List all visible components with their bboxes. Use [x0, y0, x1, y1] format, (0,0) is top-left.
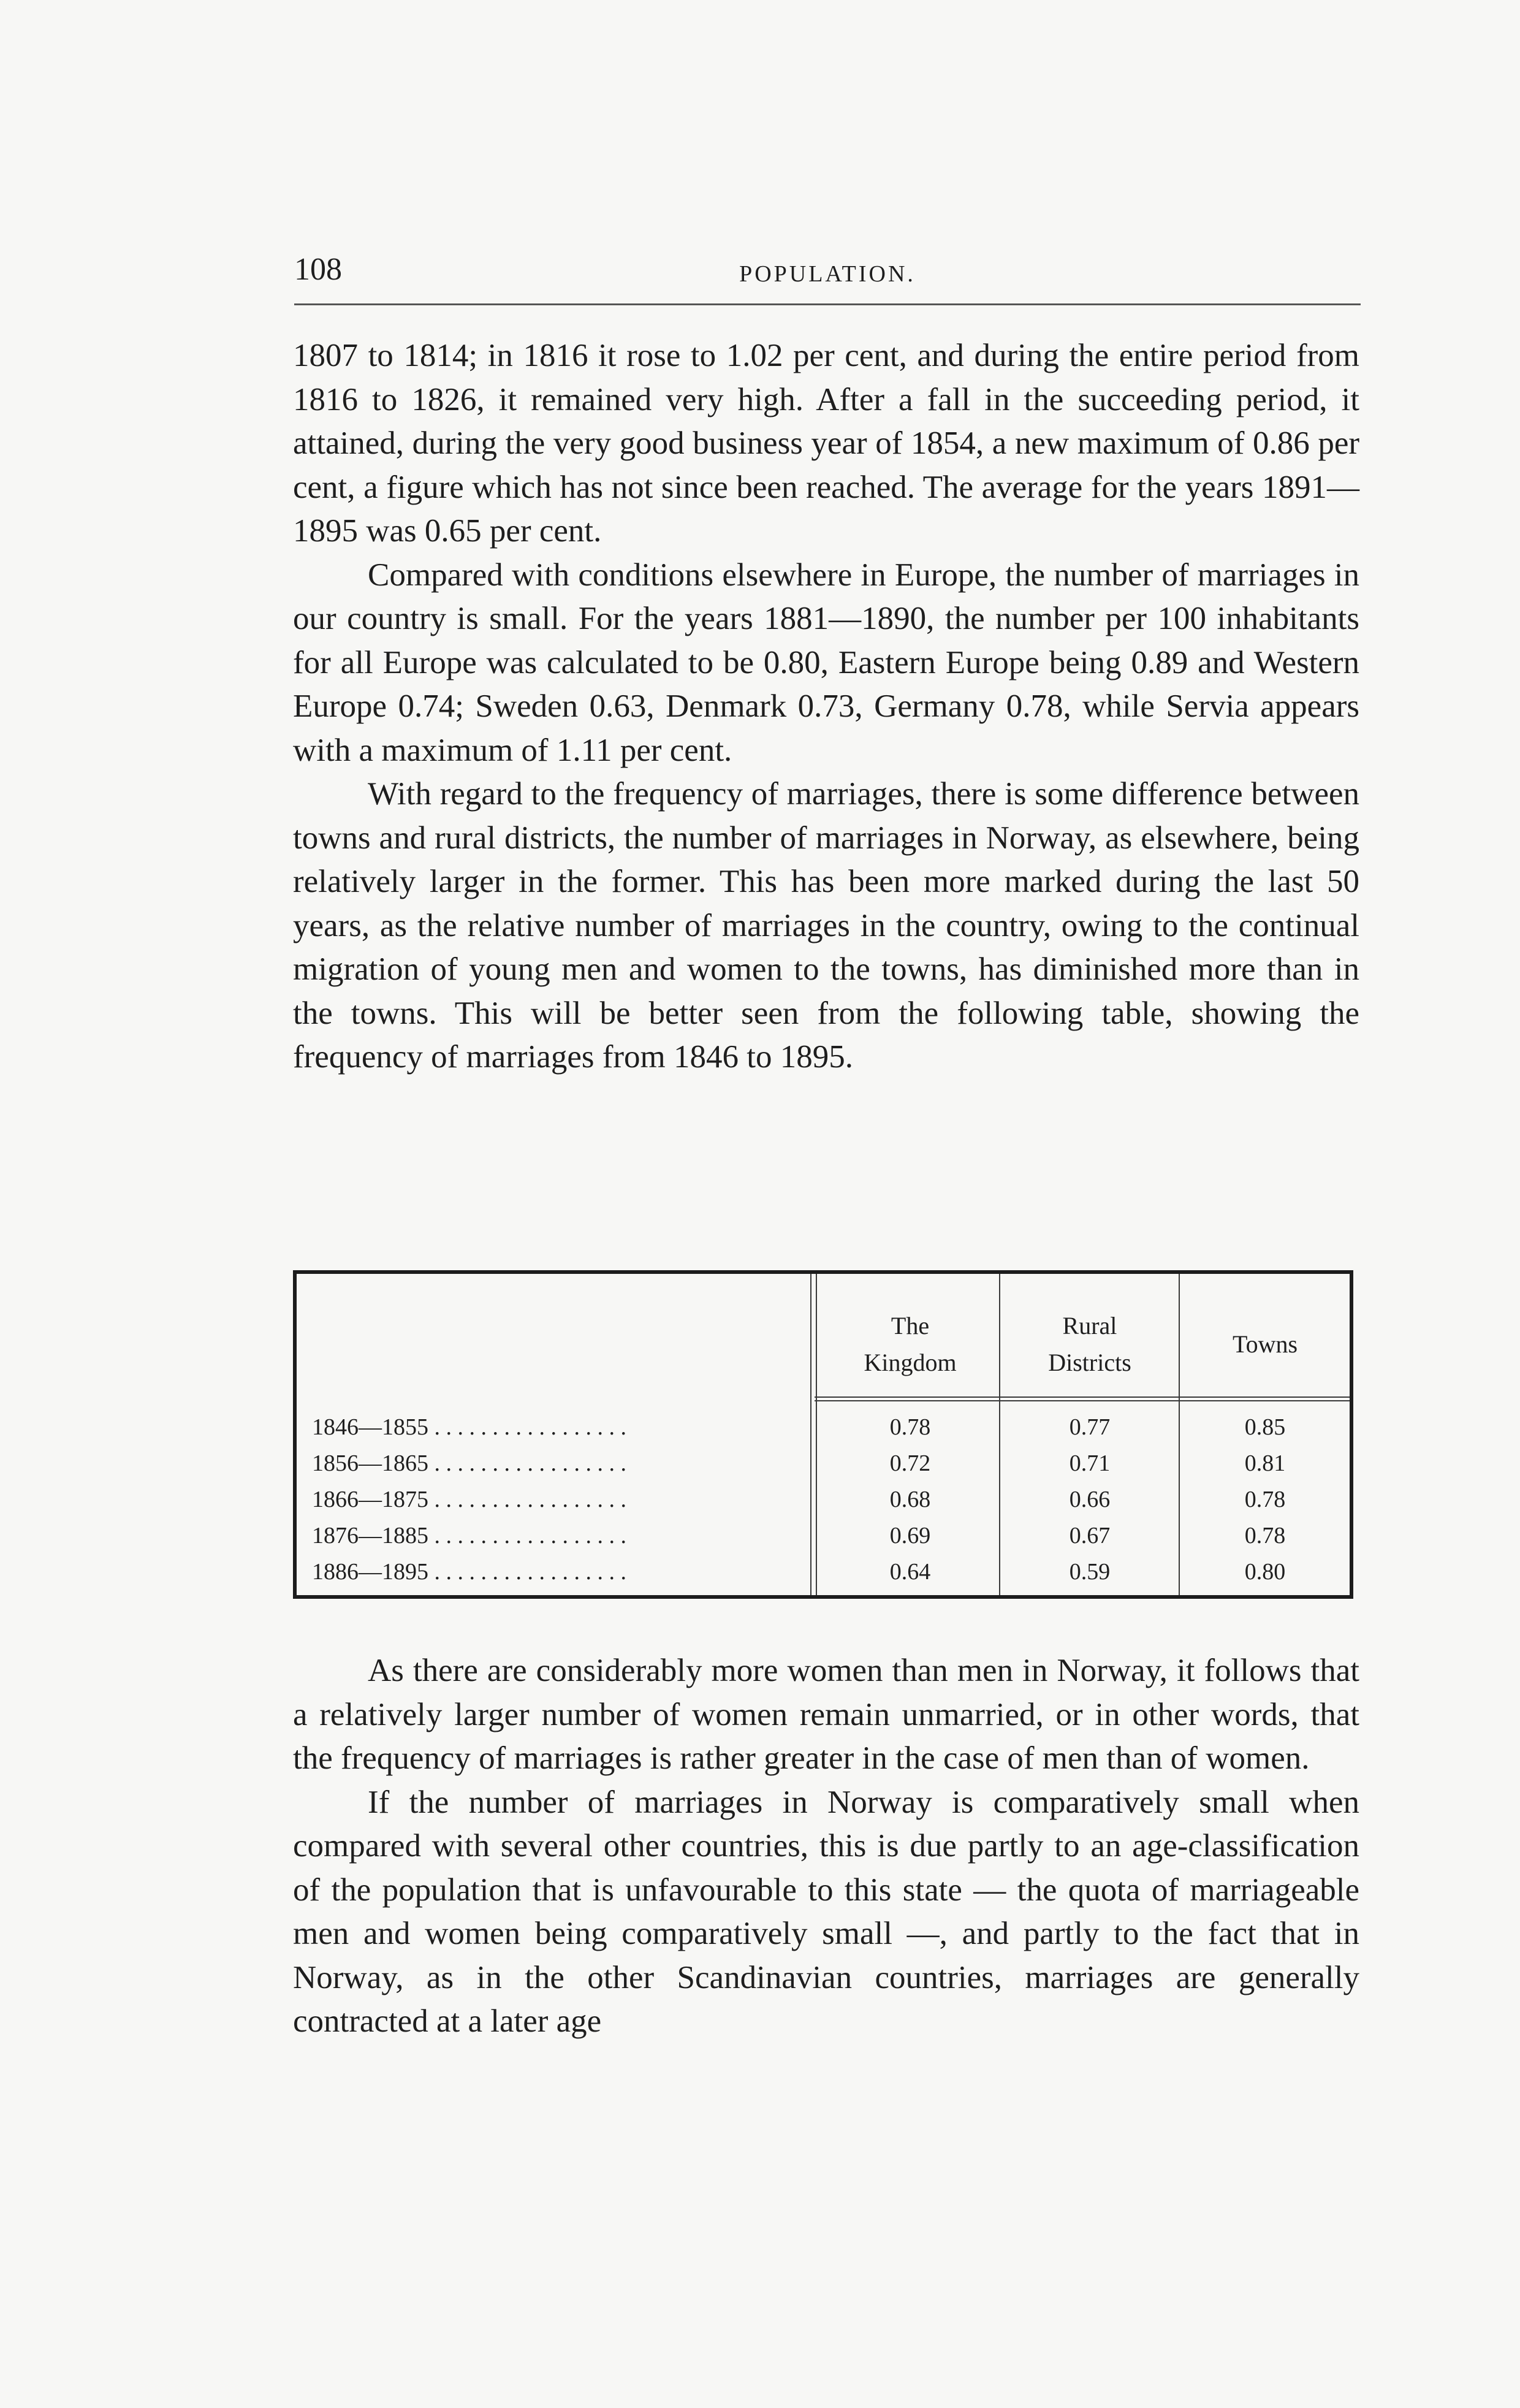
kingdom-value: 0.64 [889, 1559, 931, 1585]
paragraph-age-classification: If the number of marriages in Norway is comparatively small when compared with several other countries, this is due partly to an age-classification of the population that is unfavourable to this state — the quota of marriageable men and women being comparatively small —, and partly to the fact that in Norway, as in the other Scandinavian countries, marriages are generally contracted at a later age [293, 1784, 1359, 2039]
rural-value: 0.77 [1069, 1414, 1111, 1440]
header-kingdom: The Kingdom [864, 1312, 957, 1376]
towns-value: 0.78 [1244, 1523, 1286, 1549]
table-row [297, 1517, 1350, 1554]
paragraph-europe-comparison: Compared with conditions elsewhere in Europe, the number of marriages in our country is small. For the years 1881—1890, the number per 100 inhabitants for all Europe was calculated to be 0.80, Eastern Europe being 0.89 and Western Europe 0.74; Sweden 0.63, Denmark 0.73, Germany 0.78, while Servia appears with a maximum of 1.11 per cent. [293, 557, 1359, 768]
table-row [297, 1409, 1350, 1446]
header-rural-districts: Rural Districts [1048, 1312, 1131, 1376]
towns-value: 0.81 [1244, 1450, 1286, 1476]
period-label: 1856—1865 . . . . . . . . . . . . . . . . . [312, 1450, 626, 1476]
kingdom-value: 0.68 [889, 1487, 931, 1512]
running-head: POPULATION. [739, 261, 916, 287]
towns-value: 0.85 [1244, 1414, 1286, 1440]
paragraph-women-unmarried: As there are considerably more women than men in Norway, it follows that a relatively larger number of women remain unmarried, or in other words, that the frequency of marriages is rather greater in the case of men than of women. [293, 1653, 1359, 1776]
paragraph-continuation: 1807 to 1814; in 1816 it rose to 1.02 per cent, and during the entire period from 1816 to 1826, it remained very high. After a fall in the succeeding period, it attained, during the very good business year of 1854, a new maximum of 0.86 per cent, a figure which has not since been reached. The average for the years 1891—1895 was 0.65 per cent. [293, 338, 1359, 549]
paragraph-towns-rural: With regard to the frequency of marriages, there is some difference between towns and rural districts, the number of marriages in Norway, as elsewhere, being relatively larger in the former. This has been more marked during the last 50 years, as the relative number of marriages in the country, owing to the continual migration of young men and women to the towns, has diminished more than in the towns. This will be better seen from the following table, showing the frequency of marriages from 1846 to 1895. [293, 776, 1359, 1075]
rural-value: 0.59 [1069, 1559, 1111, 1585]
period-label: 1876—1885 . . . . . . . . . . . . . . . . . [312, 1523, 626, 1549]
period-label: 1886—1895 . . . . . . . . . . . . . . . . . [312, 1559, 626, 1585]
header-towns: Towns [1232, 1330, 1298, 1358]
page-number: 108 [294, 252, 342, 287]
kingdom-value: 0.78 [889, 1414, 931, 1440]
rural-value: 0.71 [1069, 1450, 1111, 1476]
page-header [294, 248, 1361, 305]
table-row [297, 1481, 1350, 1518]
body-text-top [293, 334, 1359, 1080]
table-row [297, 1445, 1350, 1482]
period-label: 1866—1875 . . . . . . . . . . . . . . . . . [312, 1487, 626, 1512]
table-row [297, 1553, 1350, 1590]
rural-value: 0.67 [1069, 1523, 1111, 1549]
towns-value: 0.78 [1244, 1487, 1286, 1512]
header-rule [815, 1396, 1350, 1401]
kingdom-value: 0.69 [889, 1523, 931, 1549]
rural-value: 0.66 [1069, 1487, 1111, 1512]
towns-value: 0.80 [1244, 1559, 1286, 1585]
body-text-bottom [293, 1649, 1359, 2044]
kingdom-value: 0.72 [889, 1450, 931, 1476]
marriage-frequency-table [293, 1270, 1353, 1599]
period-label: 1846—1855 . . . . . . . . . . . . . . . . . [312, 1414, 626, 1440]
